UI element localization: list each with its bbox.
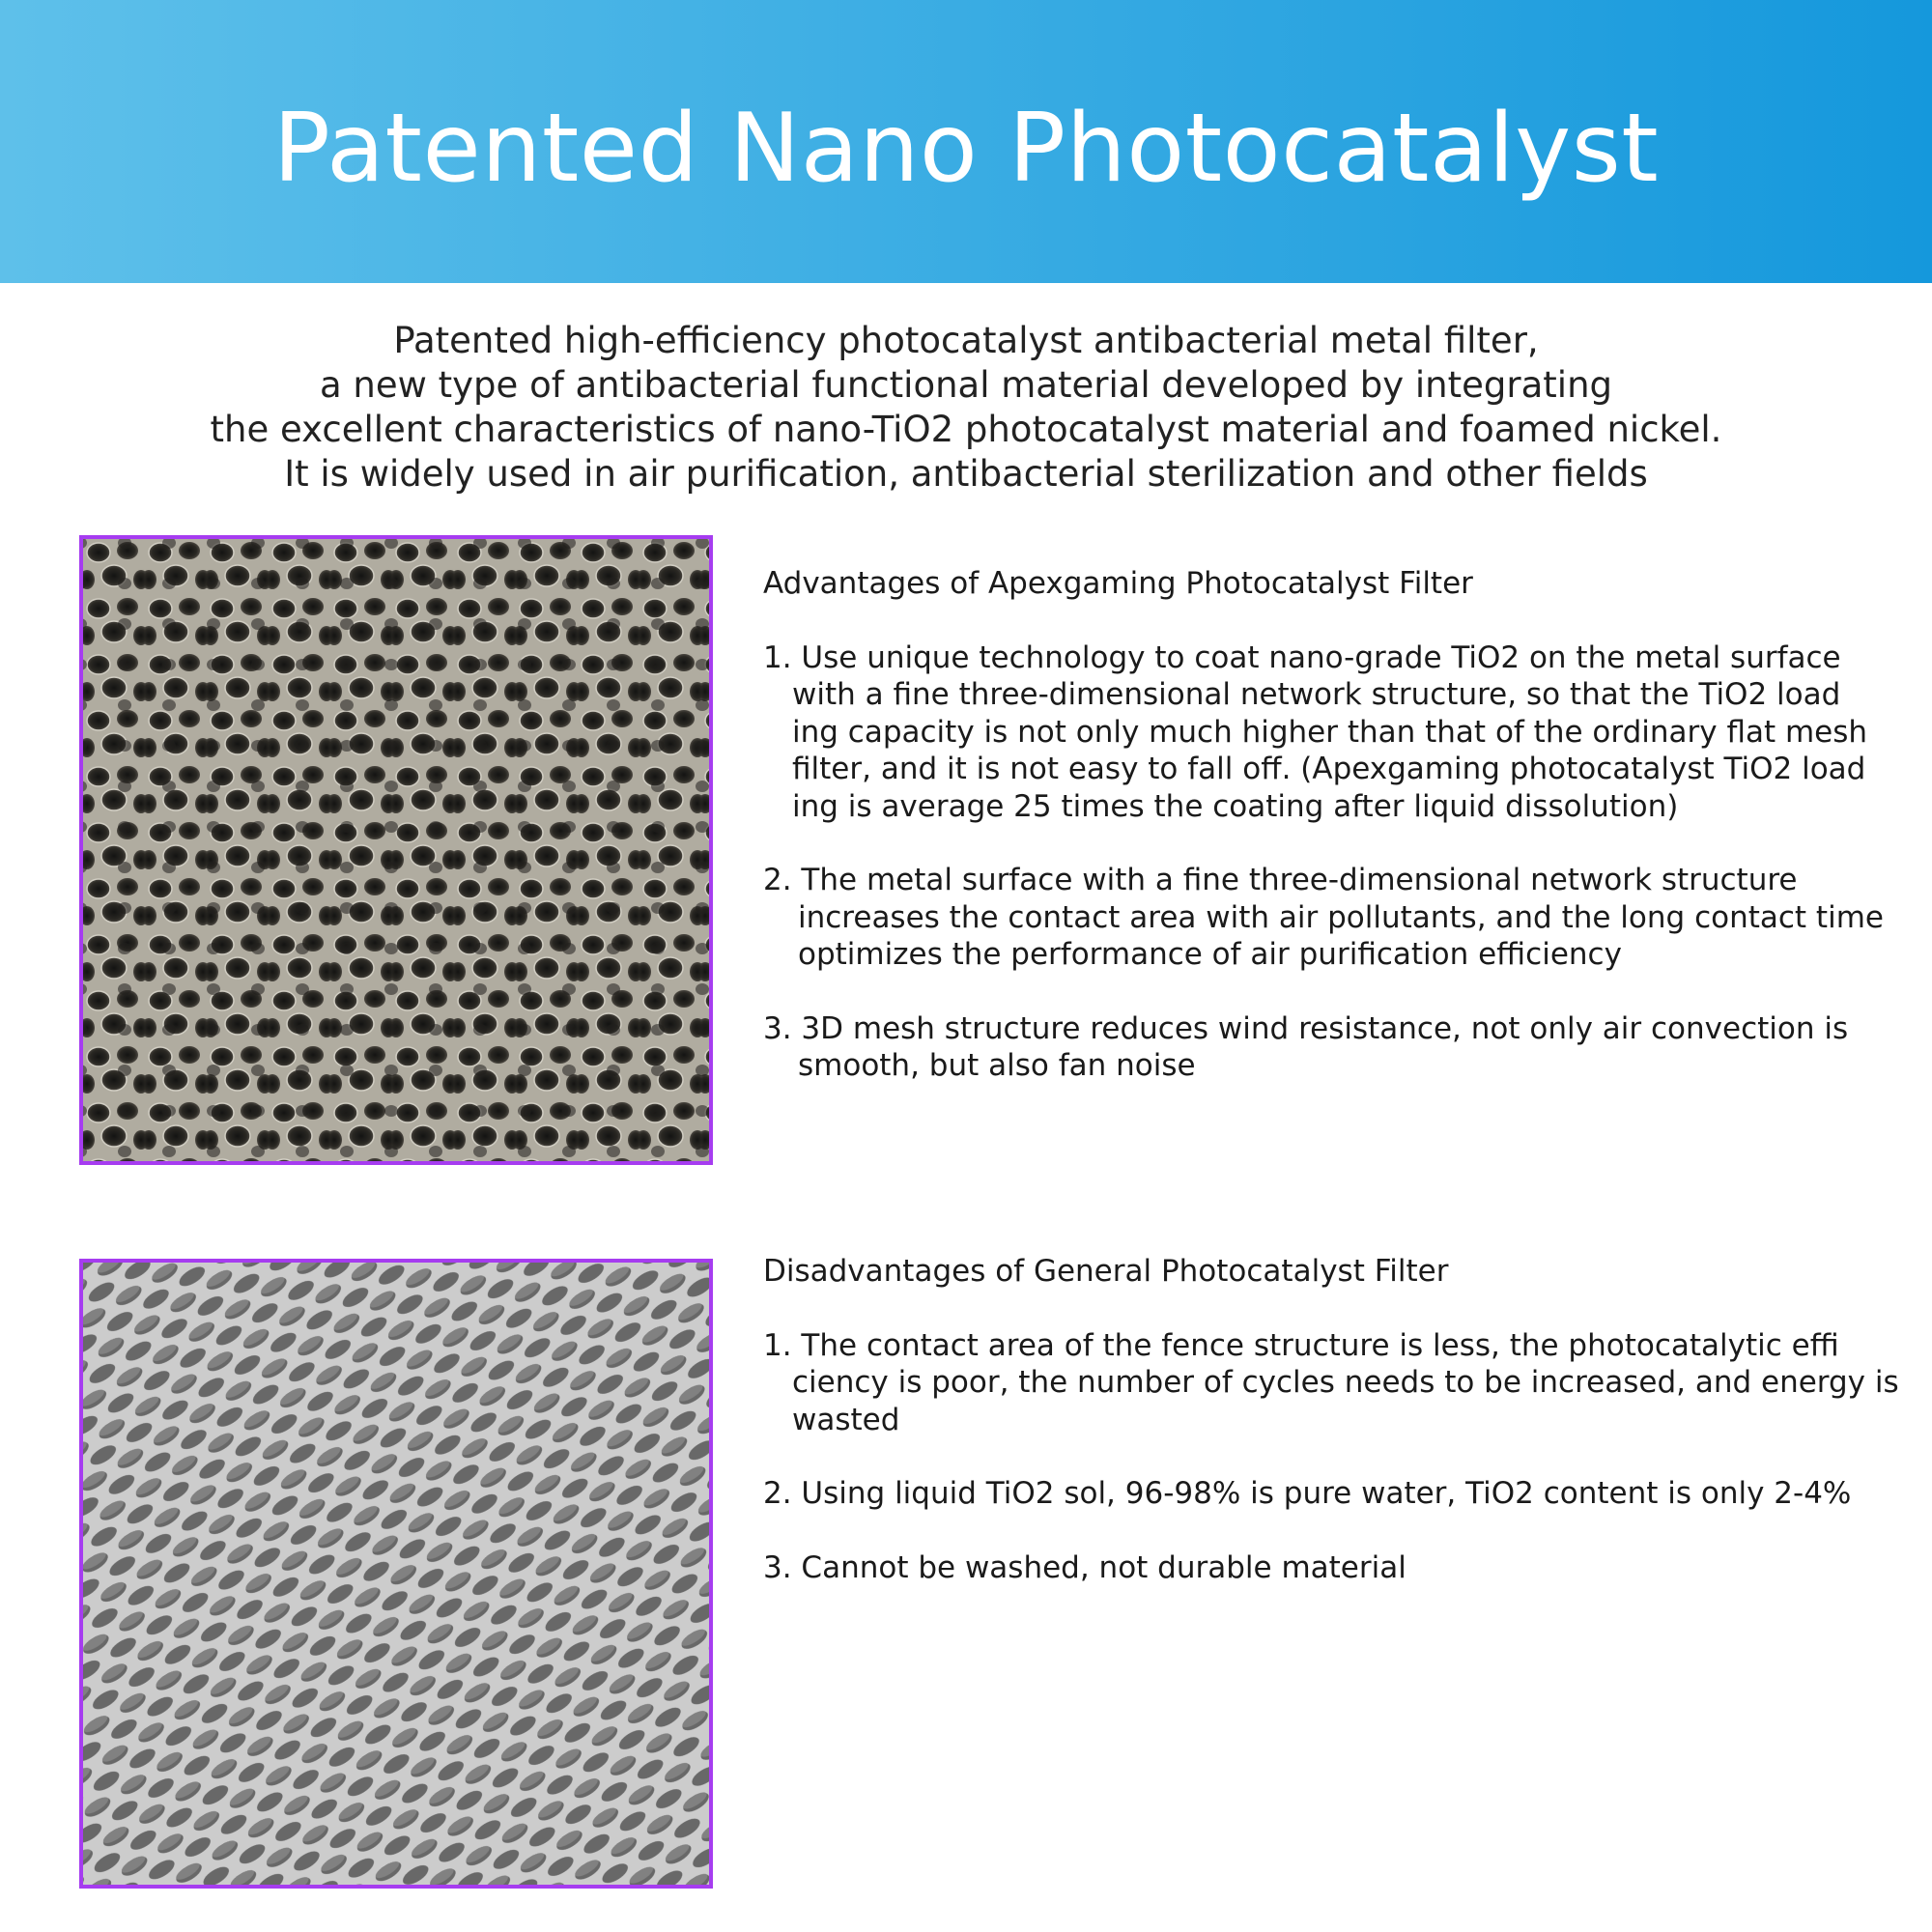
page-title: Patented Nano Photocatalyst <box>272 94 1660 204</box>
foam-metal-image <box>83 539 709 1161</box>
list-item-line: increases the contact area with air pollutants, and the long contact time <box>798 899 1884 935</box>
list-item-line: 1. The contact area of the fence structure is less, the photocatalytic effi <box>763 1327 1839 1363</box>
list-item-line: 2. The metal surface with a fine three-dimensional network structure <box>763 863 1798 897</box>
list-item <box>763 1549 1903 1587</box>
disadvantages-title: Disadvantages of General Photocatalyst Filter <box>763 1254 1449 1289</box>
list-item-line: optimizes the performance of air purification efficiency <box>798 937 1622 972</box>
list-item <box>763 862 1903 974</box>
list-item-line: smooth, but also fan noise <box>798 1048 1196 1083</box>
list-item-line: ciency is poor, the number of cycles needs to be increased, and energy is <box>792 1365 1899 1400</box>
intro-line: a new type of antibacterial functional material developed by integrating <box>319 364 1613 406</box>
intro-paragraph <box>97 319 1835 497</box>
list-item <box>763 639 1903 826</box>
list-item <box>763 1475 1903 1513</box>
list-item-line: 3. Cannot be washed, not durable material <box>763 1549 1406 1585</box>
intro-line: It is widely used in air purification, antibacterial sterilization and other fields <box>284 453 1648 495</box>
flat-mesh-photo <box>79 1259 713 1889</box>
list-item-line: filter, and it is not easy to fall off. (Apexgaming photocatalyst TiO2 load <box>792 752 1866 786</box>
list-item-line: 2. Using liquid TiO2 sol, 96-98% is pure water, TiO2 content is only 2-4% <box>763 1476 1852 1511</box>
list-item <box>763 1010 1903 1085</box>
list-item <box>763 1327 1903 1439</box>
disadvantages-section <box>763 1253 1903 1623</box>
intro-line: the excellent characteristics of nano-TiO2 photocatalyst material and foamed nickel. <box>210 409 1722 450</box>
advantages-title: Advantages of Apexgaming Photocatalyst Filter <box>763 566 1473 601</box>
intro-line: Patented high-efficiency photocatalyst antibacterial metal filter, <box>393 320 1539 361</box>
list-item-line: wasted <box>792 1402 900 1437</box>
advantages-section <box>763 565 1903 1122</box>
list-item-line: 3. 3D mesh structure reduces wind resistance, not only air convection is <box>763 1010 1849 1046</box>
header-banner <box>0 0 1932 283</box>
foam-metal-photo <box>79 535 713 1165</box>
flat-mesh-image <box>83 1263 709 1885</box>
list-item-line: ing is average 25 times the coating after liquid dissolution) <box>792 788 1679 824</box>
list-item-line: 1. Use unique technology to coat nano-grade TiO2 on the metal surface <box>763 639 1841 675</box>
list-item-line: with a fine three-dimensional network structure, so that the TiO2 load <box>792 677 1841 712</box>
list-item-line: ing capacity is not only much higher than that of the ordinary flat mesh <box>792 714 1868 750</box>
